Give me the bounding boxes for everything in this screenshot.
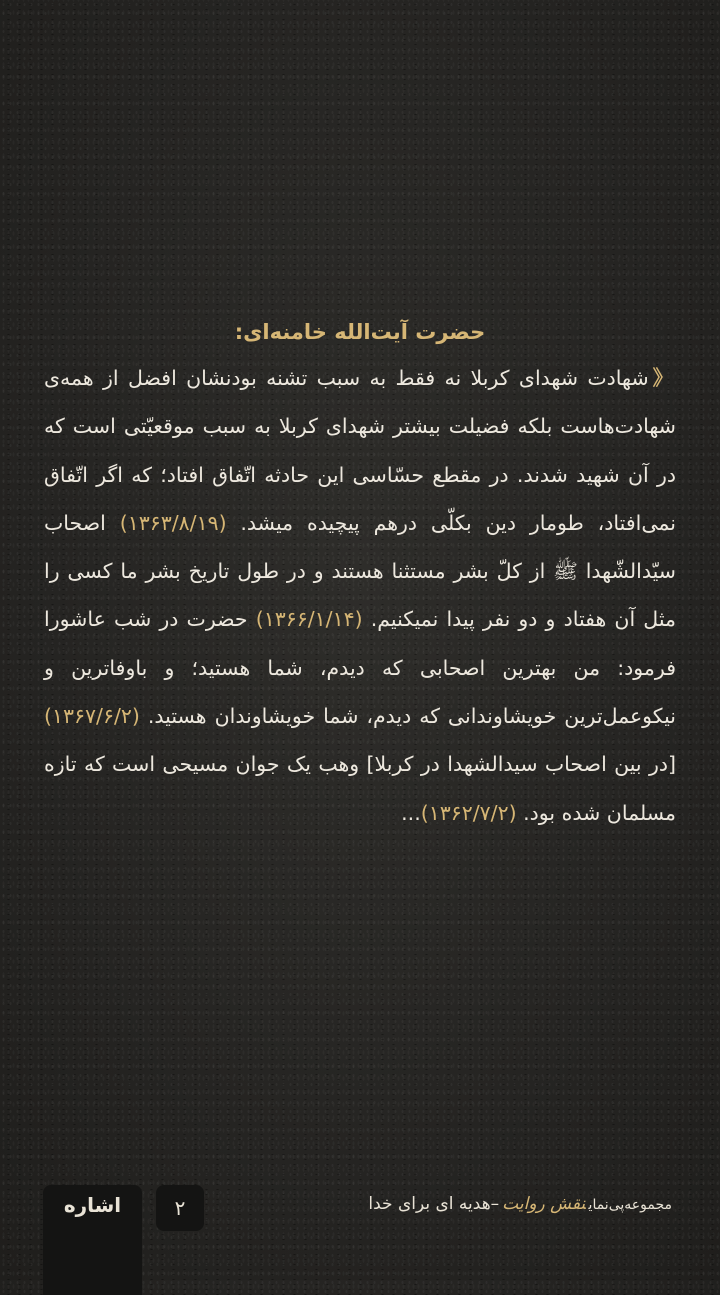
quote-open-mark: 《 [652, 366, 676, 390]
series-prefix: مجموعه‌پی‌نمای [588, 1197, 672, 1213]
quote-card [44, 312, 676, 837]
quote-paragraph-2: اصحاب سیّدالشّهدا ﷺ از کلّ بشر مستثنا هستند و در طول تاریخ بشر ما کسی را مثل آن هفتاد و دو نفر پیدا نمیکنیم. [44, 510, 676, 632]
page-number-badge: ۲ [156, 1185, 204, 1231]
quote-reference-4: (۱۳۶۲/۷/۲) [420, 800, 517, 825]
quote-reference-3: (۱۳۶۷/۶/۲) [44, 704, 140, 729]
footer-caption [368, 1186, 672, 1222]
quote-paragraph-4: [در بین اصحاب سیدالشهدا در کربلا] وهب یک جوان مسیحی است که تازه مسلمان شده بود. [44, 752, 676, 825]
footer-subtitle: –هدیه ای برای خدا [368, 1194, 500, 1214]
section-tab[interactable]: اشاره [43, 1185, 142, 1295]
quote-paragraph-1: شهادت شهدای کربلا نه فقط به سبب تشنه بودنشان افضل از همه‌ی شهادت‌هاست بلکه فضیلت بیشتر شهدای کربلا به سبب موقعیّتی است که در آن شهید شدند. در مقطع حسّاسی این حادثه اتّفاق افتاد؛ که اگر اتّفاق نمی‌افتاد، طومار دین بکلّی درهم پیچیده میشد. [44, 366, 676, 535]
quote-ellipsis: ... [401, 800, 421, 825]
quote-paragraph-3: حضرت در شب عاشورا فرمود: من بهترین اصحابی که دیدم، شما هستید؛ و باوفاترین و نیکوعمل‌ترین خویشاوندانی که دیدم، شما خویشاوندان هستید. [44, 607, 676, 729]
quote-reference-1: (۱۳۶۳/۸/۱۹) [119, 510, 227, 535]
quote-reference-2: (۱۳۶۶/۱/۱۴) [255, 607, 363, 632]
quote-text [44, 354, 676, 837]
quote-heading: حضرت آیت‌الله خامنه‌ای: [234, 320, 486, 344]
brand-logo: نقش روایت [502, 1194, 586, 1214]
